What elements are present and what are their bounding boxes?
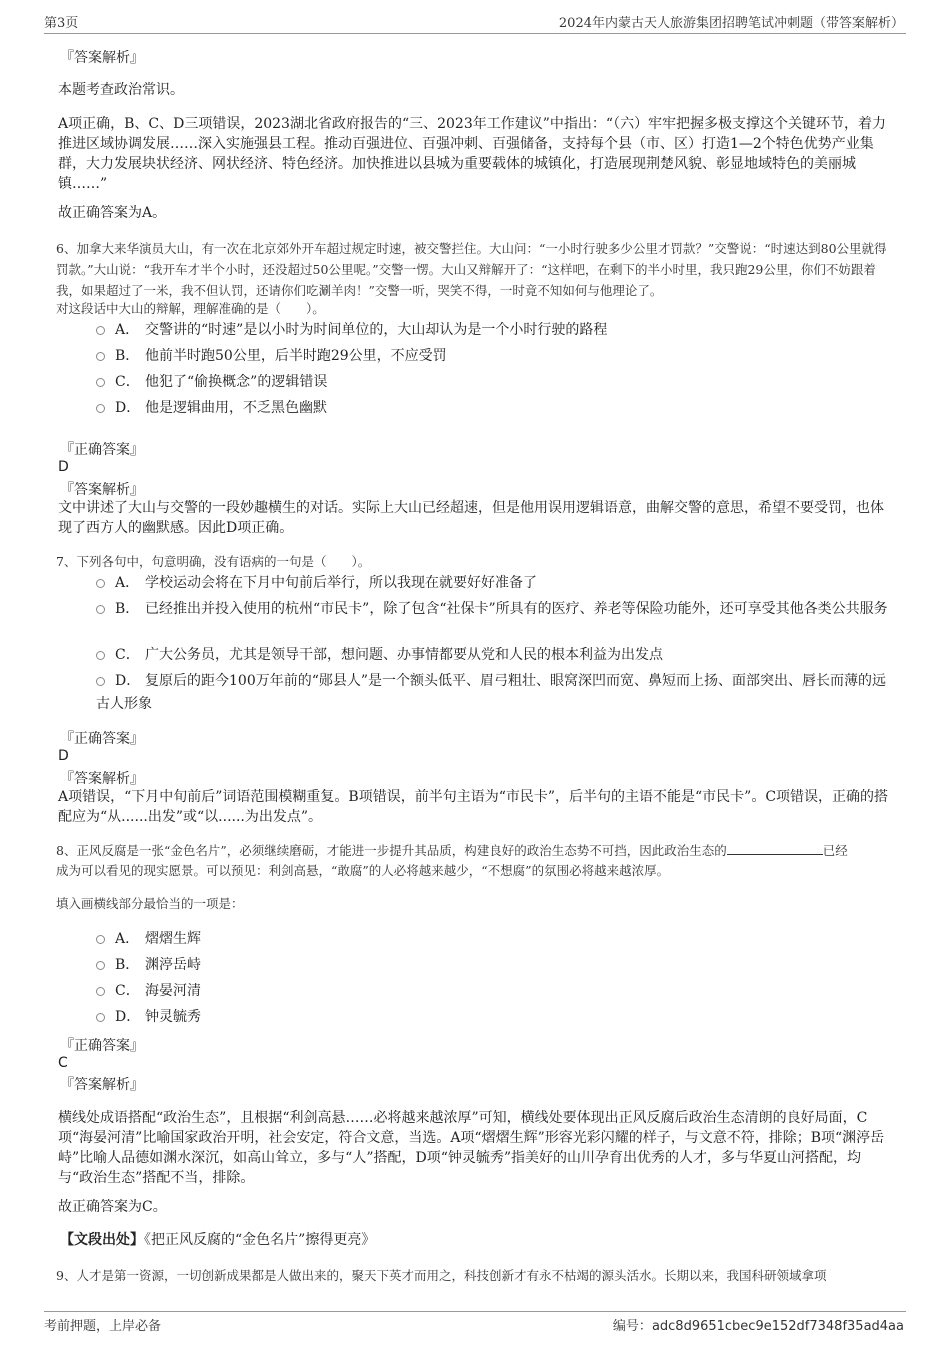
footer-divider — [44, 1311, 906, 1312]
question-7-analysis: A项错误，“下月中旬前后”词语范围模糊重复。B项错误，前半句主语为“市民卡”，后半句的主语不能是“市民卡”。C项错误，正确的搭配应为“从......出发”或“以......为出发点”。 — [58, 789, 889, 825]
question-8-option-b[interactable]: B． 渊渟岳峙 — [96, 954, 896, 977]
question-6-option-a[interactable]: A． 交警讲的“时速”是以小时为时间单位的，大山却认为是一个小时行驶的路程 — [96, 319, 896, 342]
analysis-conclusion: 故正确答案为A。 — [58, 205, 167, 221]
question-8-option-c[interactable]: C． 海晏河清 — [96, 980, 896, 1003]
radio-icon[interactable] — [96, 987, 105, 996]
page-number: 第3页 — [44, 16, 79, 31]
question-6-text: 6、加拿大来华演员大山，有一次在北京郊外开车超过规定时速，被交警拦住。大山问：“一小时行驶多少公里才罚款？”交警说：“时速达到80公里就得罚款。”大山说：“我开车才半个小时，还没超过50公里呢。”交警一愣。大山又辩解开了：“这样吧，在剩下的半小时里，我只跑29公里，你们不妨跟着我，如果超过了一米，我不但认罚，还请你们吃涮羊肉！”交警一听，哭笑不得，一时竟不知如何与他理论了。 — [56, 241, 887, 298]
question-6-option-d[interactable]: D． 他是逻辑曲用，不乏黑色幽默 — [96, 397, 896, 420]
analysis-label: 『答案解析』 — [60, 482, 144, 498]
question-8-text: 8、正风反腐是一张“金色名片”，必须继续磨砺，才能进一步提升其品质，构建良好的政治生态势不可挡，因此政治生态的 已经 — [56, 843, 848, 858]
question-6-analysis: 文中讲述了大山与交警的一段妙趣横生的对话。实际上大山已经超速，但是他用误用逻辑语意，曲解交警的意思，希望不要受罚，也体现了西方人的幽默感。因此D项正确。 — [58, 500, 884, 536]
radio-icon[interactable] — [96, 352, 105, 361]
question-7-option-c[interactable]: C． 广大公务员，尤其是领导干部，想问题、办事情都要从党和人民的根本利益为出发点 — [96, 644, 896, 667]
radio-icon[interactable] — [96, 651, 105, 660]
analysis-conclusion: 故正确答案为C。 — [58, 1199, 167, 1215]
radio-icon[interactable] — [96, 378, 105, 387]
header-divider — [44, 33, 906, 34]
analysis-label: 『答案解析』 — [60, 50, 144, 66]
analysis-explanation: A项正确，B、C、D三项错误，2023湖北省政府报告的“三、2023年工作建议”中指出：“（六）牢牢把握多极支撑这个关键环节，着力推进区域协调发展……深入实施强县工程。推动百强进位、百强冲刺、百强储备，支持每个县（市、区）打造1—2个特色优势产业集群，大力发展块状经济、网状经济、特色经济。加快推进以县城为重要载体的城镇化，打造展现荆楚风貌、彰显地域特色的美丽城镇……” — [58, 116, 887, 192]
radio-icon[interactable] — [96, 579, 105, 588]
question-6-option-b[interactable]: B． 他前半时跑50公里，后半时跑29公里，不应受罚 — [96, 345, 896, 368]
radio-icon[interactable] — [96, 677, 105, 686]
correct-answer-value: D — [58, 748, 69, 764]
correct-answer-value: D — [58, 459, 69, 475]
radio-icon[interactable] — [96, 1013, 105, 1022]
radio-icon[interactable] — [96, 326, 105, 335]
question-9-text: 9、人才是第一资源，一切创新成果都是人做出来的，聚天下英才而用之，科技创新才有永不枯竭的源头活水。长期以来，我国科研领域拿项 — [56, 1268, 827, 1283]
footer-slogan: 考前押题，上岸必备 — [44, 1319, 162, 1334]
radio-icon[interactable] — [96, 961, 105, 970]
question-8-option-a[interactable]: A． 熠熠生辉 — [96, 928, 896, 951]
question-7-option-d[interactable]: D． 复原后的距今100万年前的“郧县人”是一个额头低平、眉弓粗壮、眼窝深凹而宽、鼻短而上扬、面部突出、唇长而薄的远古人形象 — [96, 673, 887, 712]
question-8-text-continued: 成为可以看见的现实愿景。可以预见：利剑高悬，“敢腐”的人必将越来越少，“不想腐”的氛围必将越来越浓厚。 — [56, 863, 670, 878]
radio-icon[interactable] — [96, 935, 105, 944]
question-6-prompt: 对这段话中大山的辩解，理解准确的是（ ）。 — [56, 301, 325, 316]
analysis-topic: 本题考查政治常识。 — [58, 82, 184, 98]
radio-icon[interactable] — [96, 605, 105, 614]
question-6-option-c[interactable]: C． 他犯了“偷换概念”的逻辑错误 — [96, 371, 896, 394]
radio-icon[interactable] — [96, 404, 105, 413]
correct-answer-value: C — [58, 1055, 68, 1071]
correct-answer-label: 『正确答案』 — [60, 1038, 144, 1054]
correct-answer-label: 『正确答案』 — [60, 442, 144, 458]
question-8-option-d[interactable]: D． 钟灵毓秀 — [96, 1006, 896, 1029]
source-citation: 【文段出处】《把正风反腐的“金色名片”擦得更亮》 — [60, 1232, 376, 1248]
document-code: 编号：adc8d9651cbec9e152df7348f35ad4aa — [612, 1319, 904, 1334]
question-7-option-a[interactable]: A． 学校运动会将在下月中旬前后举行，所以我现在就要好好准备了 — [96, 572, 896, 595]
question-7-option-b[interactable]: B． 已经推出并投入使用的杭州“市民卡”，除了包含“社保卡”所具有的医疗、养老等保险功能外，还可享受其他各类公共服务 — [96, 598, 896, 621]
question-7-text: 7、下列各句中，句意明确，没有语病的一句是（ ）。 — [56, 554, 371, 569]
question-8-analysis: 横线处成语搭配“政治生态”，且根据“利剑高悬……必将越来越浓厚”可知，横线处要体现出正风反腐后政治生态清朗的良好局面，C项“海晏河清”比喻国家政治开明，社会安定，符合文意，当选。A项“熠熠生辉”形容光彩闪耀的样子，与文意不符，排除；B项“渊渟岳峙”比喻人品德如渊水深沉，如高山耸立，多与“人”搭配，D项“钟灵毓秀”指美好的山川孕育出优秀的人才，多与华夏山河搭配，均与“政治生态”搭配不当，排除。 — [58, 1110, 885, 1186]
correct-answer-label: 『正确答案』 — [60, 731, 144, 747]
document-title: 2024年内蒙古天人旅游集团招聘笔试冲刺题（带答案解析） — [558, 16, 904, 31]
analysis-label: 『答案解析』 — [60, 771, 144, 787]
analysis-label: 『答案解析』 — [60, 1077, 144, 1093]
fill-blank — [727, 842, 823, 855]
question-8-prompt: 填入画横线部分最恰当的一项是： — [56, 896, 244, 911]
